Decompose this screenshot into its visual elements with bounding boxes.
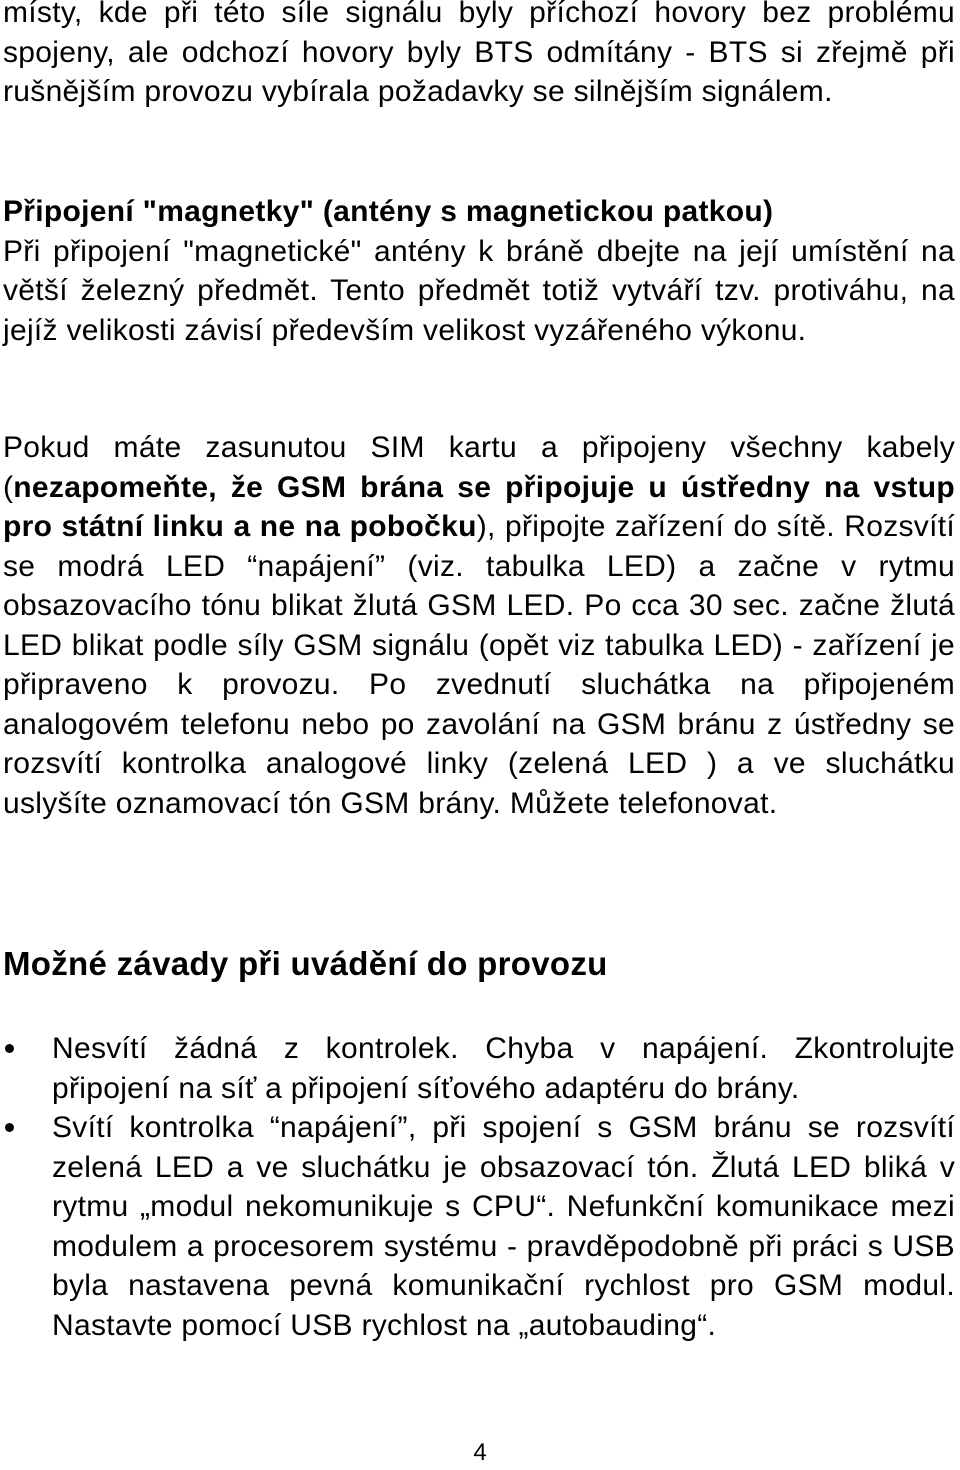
paragraph-magnetic-antenna — [3, 192, 955, 350]
paragraph-text-part-2: ), připojte zařízení do sítě. Rozsvítí se modrá LED “napájení” (viz. tabulka LED) a začne v rytmu obsazovacího tónu blikat žlutá GSM LED. Po cca 30 sec. začne žlutá LED blikat podle síly GSM signálu (opět viz tabulka LED) - zařízení je připraveno k provozu. Po zvednutí sluchátka na připojeném analogovém telefonu nebo po zavolání na GSM bránu z ústředny se rozsvítí kontrolka analogové linky (zelená LED ) a ve sluchátku uslyšíte oznamovací tón GSM brány. Můžete telefonovat. — [3, 510, 955, 820]
paragraph-connection-procedure — [3, 428, 955, 823]
list-item-text: Nesvítí žádná z kontrolek. Chyba v napájení. Zkontrolujte připojení na síť a připojení síťového adaptéru do brány. — [52, 1032, 955, 1105]
bullet-icon — [5, 1123, 14, 1132]
fault-list — [3, 1029, 955, 1345]
list-item — [3, 1029, 955, 1108]
paragraph-bold-warning: nezapomeňte, že GSM brána se připojuje u ústředny na vstup pro státní linku a ne na pobočku — [3, 470, 955, 543]
section-heading-faults: Možné závady při uvádění do provozu — [3, 945, 608, 982]
paragraph-text-part-1: Pokud máte zasunutou SIM kartu a připojeny všechny kabely ( — [3, 431, 955, 504]
bullet-icon — [5, 1044, 14, 1053]
list-item-text: Svítí kontrolka “napájení”, při spojení s GSM bránu se rozsvítí zelená LED a ve sluchátku je obsazovací tón. Žlutá LED bliká v rytmu „modul nekomunikuje s CPU“. Nefunkční komunikace mezi modulem a procesorem systému - pravděpodobně při práci s USB byla nastavena pevná komunikační rychlost pro GSM modul. Nastavte pomocí USB rychlost na „autobauding“. — [52, 1111, 955, 1342]
page-number: 4 — [473, 1439, 487, 1466]
paragraph-heading-magnetic-antenna: Připojení "magnetky" (antény s magnetickou patkou) — [3, 195, 774, 228]
paragraph-text-magnetic-antenna: Při připojení "magnetické" antény k bráně dbejte na její umístění na větší železný předmět. Tento předmět totiž vytváří tzv. protiváhu, na jejíž velikosti závisí především velikost vyzářeného výkonu. — [3, 234, 955, 347]
paragraph-signal-note: místy, kde při této síle signálu byly příchozí hovory bez problému spojeny, ale odchozí hovory byly BTS odmítány - BTS si zřejmě při rušnějším provozu vybírala požadavky se silnějším signálem. — [3, 0, 955, 108]
list-item — [3, 1108, 955, 1345]
